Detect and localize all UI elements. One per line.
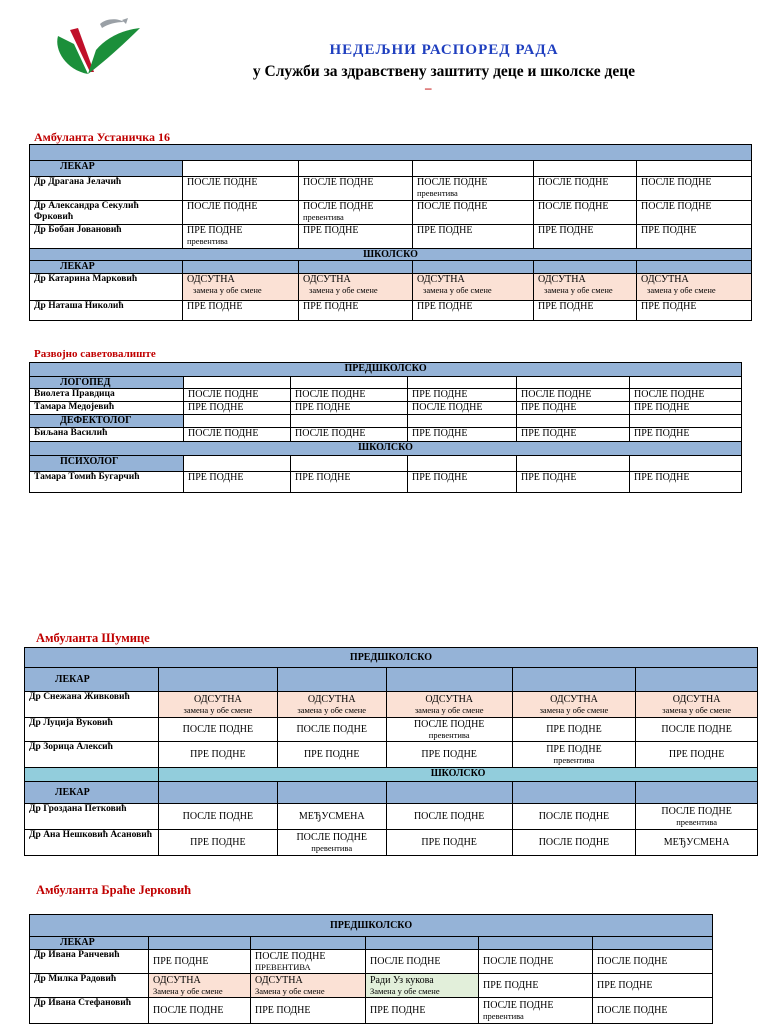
- schedule-cell: [534, 225, 637, 249]
- shift-text: ПОСЛЕ ПОДНЕ: [370, 956, 441, 967]
- table-row: [30, 998, 713, 1024]
- shift-note: ПРЕВЕНТИВА: [255, 962, 311, 972]
- section-heading-razvojno: Развојно саветовалиште: [34, 348, 156, 360]
- table-row: [30, 402, 742, 415]
- shift-note: превентива: [553, 755, 595, 765]
- schedule-cell: [512, 718, 636, 742]
- doctor-name: Др Гроздана Петковић: [25, 804, 159, 830]
- shift-text: ПОСЛЕ ПОДНЕ: [641, 201, 712, 212]
- schedule-cell: [277, 692, 386, 718]
- shift-note: замена у обе смене: [544, 285, 613, 295]
- table-header-band: [30, 145, 752, 161]
- schedule-cell: ПРЕ ПОДНЕ: [630, 428, 742, 442]
- shift-text: ОДСУТНА: [303, 274, 351, 285]
- shift-text: ПРЕ ПОДНЕ: [303, 225, 359, 236]
- shift-note: превентива: [676, 817, 718, 827]
- schedule-cell: [413, 201, 534, 225]
- shift-text: ПОСЛЕ ПОДНЕ: [303, 201, 374, 212]
- shift-text: ПРЕ ПОДНЕ: [538, 301, 594, 312]
- schedule-cell: [534, 274, 637, 301]
- shift-text: ОДСУТНА: [255, 975, 303, 986]
- lekar-label: ЛЕКАР: [25, 668, 159, 692]
- shift-text: ПОСЛЕ ПОДНЕ: [187, 177, 258, 188]
- shift-text: ОДСУТНА: [550, 694, 598, 705]
- doctor-name: Тамара Томић Бугарчић: [30, 472, 184, 493]
- schedule-cell: [159, 830, 278, 856]
- shift-text: ПРЕ ПОДНЕ: [421, 837, 477, 848]
- schedule-cell: [512, 692, 636, 718]
- schedule-cell: [534, 201, 637, 225]
- table-row: [30, 428, 742, 442]
- schedule-cell: [479, 974, 593, 998]
- doctor-name: Др Зорица Алексић: [25, 742, 159, 768]
- schedule-cell: [183, 274, 299, 301]
- schedule-cell: [159, 692, 278, 718]
- schedule-cell: [636, 804, 758, 830]
- logoped-label: ЛОГОПЕД: [30, 377, 184, 389]
- shift-text: ПОСЛЕ ПОДНЕ: [538, 837, 610, 848]
- shift-text: ОДСУТНА: [641, 274, 689, 285]
- shift-text: ПРЕ ПОДНЕ: [153, 956, 209, 967]
- schedule-cell: [299, 301, 413, 321]
- schedule-cell: ПОСЛЕ ПОДНЕ: [184, 389, 291, 402]
- predskolsko-label: ПРЕДШКОЛСКО: [30, 915, 713, 937]
- shift-text: ОДСУТНА: [538, 274, 586, 285]
- psiholog-label: ПСИХОЛОГ: [30, 456, 184, 472]
- shift-text: ПОСЛЕ ПОДНЕ: [182, 811, 254, 822]
- defektolog-label: ДЕФЕКТОЛОГ: [30, 415, 184, 428]
- shift-text: ПОСЛЕ ПОДНЕ: [187, 201, 258, 212]
- schedule-table-jerkovic: [29, 914, 713, 1024]
- doctor-name: Др Милка Радовић: [30, 974, 149, 998]
- shift-note: превентива: [311, 843, 353, 853]
- schedule-cell: ПРЕ ПОДНЕ: [184, 472, 291, 493]
- schedule-cell: ПОСЛЕ ПОДНЕ: [184, 428, 291, 442]
- skolsko-label: ШКОЛСКО: [159, 768, 758, 782]
- shift-text: ПОСЛЕ ПОДНЕ: [296, 832, 367, 843]
- schedule-cell: [637, 225, 752, 249]
- shift-text: ПОСЛЕ ПОДНЕ: [641, 177, 712, 188]
- table-row: [30, 974, 713, 998]
- table-row: [30, 301, 752, 321]
- schedule-cell: ПРЕ ПОДНЕ: [408, 389, 517, 402]
- schedule-cell: [299, 225, 413, 249]
- schedule-cell: ПОСЛЕ ПОДНЕ: [291, 428, 408, 442]
- shift-text: ПОСЛЕ ПОДНЕ: [296, 724, 367, 735]
- table-row: [30, 201, 752, 225]
- schedule-cell: [637, 201, 752, 225]
- schedule-cell: [277, 804, 386, 830]
- shift-text: ПРЕ ПОДНЕ: [303, 301, 359, 312]
- schedule-cell: [636, 718, 758, 742]
- table-row: [30, 274, 752, 301]
- doctor-name: Др Снежана Живковић: [25, 692, 159, 718]
- shift-text: ПОСЛЕ ПОДНЕ: [417, 201, 488, 212]
- shift-text: ОДСУТНА: [417, 274, 465, 285]
- shift-note: замена у обе смене: [647, 285, 716, 295]
- section-heading-sumice: Амбуланта Шумице: [36, 631, 150, 645]
- lekar-label: ЛЕКАР: [25, 782, 159, 804]
- shift-note: Замена у обе смене: [370, 986, 440, 996]
- section-heading-jerkovic: Амбуланта Браће Јерковић: [36, 883, 192, 897]
- doctor-name: Др Александра Секулић Фрковић: [30, 201, 183, 225]
- shift-text: ПРЕ ПОДНЕ: [417, 225, 473, 236]
- table-row: [30, 472, 742, 493]
- schedule-cell: ПОСЛЕ ПОДНЕ: [630, 389, 742, 402]
- doctor-name: Др Ивана Стефановић: [30, 998, 149, 1024]
- doctor-name: Др Ивана Ранчевић: [30, 950, 149, 974]
- shift-note: замена у обе смене: [297, 705, 367, 715]
- schedule-cell: [183, 301, 299, 321]
- shift-text: ПРЕ ПОДНЕ: [190, 837, 246, 848]
- schedule-cell: [637, 274, 752, 301]
- shift-text: ПРЕ ПОДНЕ: [370, 1005, 426, 1016]
- schedule-table-sumice: [24, 647, 758, 856]
- schedule-cell: ПРЕ ПОДНЕ: [630, 472, 742, 493]
- schedule-cell: [183, 201, 299, 225]
- shift-text: ОДСУТНА: [425, 694, 474, 705]
- shift-text: ПРЕ ПОДНЕ: [417, 301, 473, 312]
- shift-text: ПРЕ ПОДНЕ: [483, 980, 539, 991]
- shift-text: ПОСЛЕ ПОДНЕ: [255, 951, 326, 962]
- table-row: [25, 742, 758, 768]
- shift-note: превентива: [303, 212, 344, 222]
- shift-note: замена у обе смене: [183, 705, 253, 715]
- schedule-cell: [299, 201, 413, 225]
- shift-text: ПОСЛЕ ПОДНЕ: [538, 811, 610, 822]
- table-row: [30, 225, 752, 249]
- schedule-cell: [366, 950, 479, 974]
- lekar-label: ЛЕКАР: [30, 261, 183, 274]
- schedule-cell: [251, 998, 366, 1024]
- shift-text: ПРЕ ПОДНЕ: [538, 225, 594, 236]
- shift-text: ПОСЛЕ ПОДНЕ: [483, 1000, 554, 1011]
- schedule-cell: [149, 998, 251, 1024]
- schedule-cell: ПРЕ ПОДНЕ: [408, 428, 517, 442]
- schedule-cell: [277, 718, 386, 742]
- doctor-name: Др Наташа Николић: [30, 301, 183, 321]
- doctor-name: Др Бобан Јовановић: [30, 225, 183, 249]
- schedule-cell: ПРЕ ПОДНЕ: [408, 472, 517, 493]
- lekar-label: ЛЕКАР: [30, 937, 149, 950]
- schedule-cell: [366, 998, 479, 1024]
- schedule-cell: [512, 804, 636, 830]
- schedule-cell: [413, 301, 534, 321]
- schedule-cell: ПОСЛЕ ПОДНЕ: [517, 389, 630, 402]
- shift-text: ПОСЛЕ ПОДНЕ: [413, 719, 485, 730]
- table-row: [25, 830, 758, 856]
- schedule-cell: [299, 177, 413, 201]
- schedule-cell: ПРЕ ПОДНЕ: [517, 428, 630, 442]
- schedule-cell: [512, 830, 636, 856]
- schedule-cell: ПРЕ ПОДНЕ: [291, 402, 408, 415]
- schedule-cell: [386, 718, 512, 742]
- shift-text: ПОСЛЕ ПОДНЕ: [538, 177, 609, 188]
- schedule-cell: [159, 718, 278, 742]
- shift-text: ПОСЛЕ ПОДНЕ: [661, 724, 732, 735]
- shift-text: ПОСЛЕ ПОДНЕ: [597, 1005, 668, 1016]
- shift-note: замена у обе смене: [414, 705, 484, 715]
- shift-note: превентива: [483, 1011, 524, 1021]
- shift-note: превентива: [428, 730, 470, 740]
- page-subtitle: у Служби за здравствену заштиту деце и школске деце: [252, 63, 636, 80]
- schedule-cell: [636, 742, 758, 768]
- shift-text: ПРЕ ПОДНЕ: [187, 301, 243, 312]
- skolsko-label: ШКОЛСКО: [30, 442, 742, 456]
- schedule-cell: ПОСЛЕ ПОДНЕ: [408, 402, 517, 415]
- schedule-cell: [593, 950, 713, 974]
- schedule-table-ustanicka: [29, 144, 752, 321]
- shift-note: Замена у обе смене: [255, 986, 325, 996]
- schedule-cell: [534, 301, 637, 321]
- doctor-name: Тамара Медојевић: [30, 402, 184, 415]
- schedule-cell: [386, 804, 512, 830]
- shift-text: ПОСЛЕ ПОДНЕ: [413, 811, 485, 822]
- schedule-cell: [386, 692, 512, 718]
- table-row: [30, 177, 752, 201]
- shift-text: ОДСУТНА: [187, 274, 235, 285]
- schedule-cell: [251, 950, 366, 974]
- shift-text: ПРЕ ПОДНЕ: [187, 225, 243, 236]
- shift-text: ОДСУТНА: [153, 975, 201, 986]
- shift-text: ПРЕ ПОДНЕ: [546, 724, 602, 735]
- doctor-name: Др Катарина Марковић: [30, 274, 183, 301]
- shift-text: МЕЂУСМЕНА: [663, 837, 730, 848]
- table-row: [30, 389, 742, 402]
- table-row: [25, 804, 758, 830]
- shift-note: превентива: [417, 188, 458, 198]
- shift-note: замена у обе смене: [423, 285, 492, 295]
- schedule-cell: [277, 742, 386, 768]
- schedule-cell: ПРЕ ПОДНЕ: [291, 472, 408, 493]
- shift-note: замена у обе смене: [539, 705, 609, 715]
- schedule-cell: [149, 950, 251, 974]
- skolsko-label: ШКОЛСКО: [30, 249, 752, 261]
- schedule-cell: [534, 177, 637, 201]
- schedule-cell: [299, 274, 413, 301]
- page-title: НЕДЕЉНИ РАСПОРЕД РАДА: [329, 42, 559, 58]
- doctor-name: Др Ана Нешковић Асановић: [25, 830, 159, 856]
- shift-note: замена у обе смене: [193, 285, 262, 295]
- schedule-cell: [637, 301, 752, 321]
- schedule-cell: [183, 225, 299, 249]
- doctor-name: Биљана Василић: [30, 428, 184, 442]
- shift-text: ПОСЛЕ ПОДНЕ: [182, 724, 254, 735]
- schedule-cell: [366, 974, 479, 998]
- schedule-cell: [593, 974, 713, 998]
- schedule-cell: [386, 742, 512, 768]
- schedule-cell: [593, 998, 713, 1024]
- table-row: [25, 692, 758, 718]
- schedule-cell: ПОСЛЕ ПОДНЕ: [291, 389, 408, 402]
- schedule-cell: [386, 830, 512, 856]
- schedule-cell: [159, 804, 278, 830]
- shift-text: ПРЕ ПОДНЕ: [255, 1005, 311, 1016]
- schedule-cell: [159, 742, 278, 768]
- shift-text: ПОСЛЕ ПОДНЕ: [483, 956, 554, 967]
- doctor-name: Др Луција Вуковић: [25, 718, 159, 742]
- shift-text: ПРЕ ПОДНЕ: [641, 225, 697, 236]
- schedule-cell: [183, 177, 299, 201]
- schedule-cell: [636, 830, 758, 856]
- shift-text: Ради Уз кукова: [370, 975, 434, 986]
- predskolsko-label: ПРЕДШКОЛСКО: [30, 363, 742, 377]
- shift-text: ПРЕ ПОДНЕ: [597, 980, 653, 991]
- schedule-cell: [413, 225, 534, 249]
- schedule-cell: ПРЕ ПОДНЕ: [630, 402, 742, 415]
- schedule-cell: [637, 177, 752, 201]
- shift-text: ПРЕ ПОДНЕ: [546, 744, 602, 755]
- schedule-cell: ПРЕ ПОДНЕ: [517, 402, 630, 415]
- shift-text: ОДСУТНА: [307, 694, 356, 705]
- lekar-label: ЛЕКАР: [30, 161, 183, 177]
- schedule-cell: [636, 692, 758, 718]
- section-heading-ustanicka: Амбуланта Устаничка 16: [34, 130, 170, 144]
- shift-text: ПРЕ ПОДНЕ: [641, 301, 697, 312]
- shift-text: ПОСЛЕ ПОДНЕ: [153, 1005, 224, 1016]
- schedule-cell: [512, 742, 636, 768]
- doctor-name: Виолета Правдица: [30, 389, 184, 402]
- shift-text: ОДСУТНА: [672, 694, 721, 705]
- schedule-cell: ПРЕ ПОДНЕ: [184, 402, 291, 415]
- shift-text: ПОСЛЕ ПОДНЕ: [538, 201, 609, 212]
- schedule-table-razvojno: [29, 362, 742, 493]
- shift-text: ПРЕ ПОДНЕ: [668, 749, 725, 760]
- schedule-cell: [413, 177, 534, 201]
- shift-text: ПОСЛЕ ПОДНЕ: [661, 806, 732, 817]
- shift-text: ПОСЛЕ ПОДНЕ: [303, 177, 374, 188]
- doctor-name: Др Драгана Јелачић: [30, 177, 183, 201]
- predskolsko-label: ПРЕДШКОЛСКО: [25, 648, 758, 668]
- schedule-cell: [413, 274, 534, 301]
- shift-note: Замена у обе смене: [153, 986, 223, 996]
- schedule-cell: [479, 950, 593, 974]
- shift-text: ПРЕ ПОДНЕ: [303, 749, 360, 760]
- table-row: [25, 718, 758, 742]
- schedule-cell: [251, 974, 366, 998]
- shift-text: ПРЕ ПОДНЕ: [421, 749, 477, 760]
- schedule-cell: [149, 974, 251, 998]
- shift-text: ПОСЛЕ ПОДНЕ: [597, 956, 668, 967]
- shift-note: замена у обе смене: [662, 705, 731, 715]
- shift-text: МЕЂУСМЕНА: [298, 811, 365, 822]
- shift-note: замена у обе смене: [309, 285, 378, 295]
- shift-note: превентива: [187, 236, 228, 246]
- shift-text: ПОСЛЕ ПОДНЕ: [417, 177, 488, 188]
- shift-text: ОДСУТНА: [194, 694, 242, 705]
- schedule-cell: [479, 998, 593, 1024]
- shift-text: ПРЕ ПОДНЕ: [190, 749, 246, 760]
- schedule-cell: [277, 830, 386, 856]
- schedule-cell: ПРЕ ПОДНЕ: [517, 472, 630, 493]
- table-row: [30, 950, 713, 974]
- title-dash: –: [425, 80, 432, 95]
